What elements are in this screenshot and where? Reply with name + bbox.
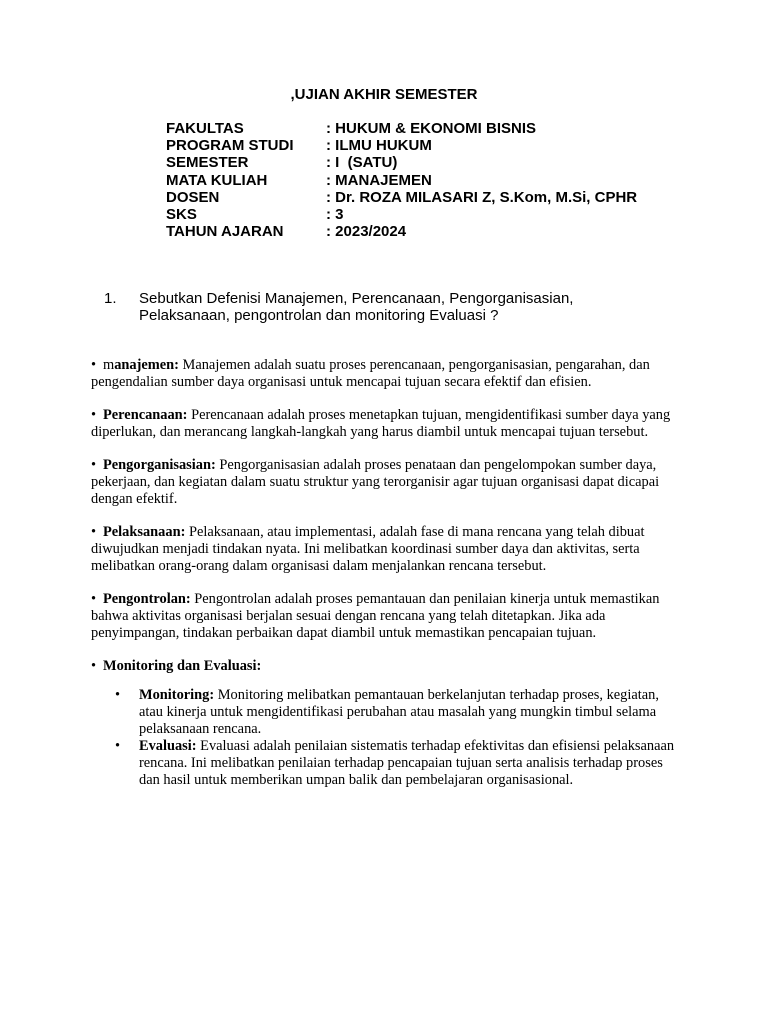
- sub-item-term: Evaluasi:: [139, 738, 197, 754]
- info-value: : 3: [326, 205, 344, 223]
- sub-item-content: [139, 738, 675, 789]
- info-row-mata-kuliah: [166, 172, 637, 189]
- answer-text: Pengorganisasian adalah proses penataan dan pengelompokan sumber daya, pekerjaan, dan kegiatan dalam suatu struktur yang terorganisir agar tujuan organisasi dapat dicapai dengan efektif.: [91, 457, 660, 507]
- info-row-semester: [166, 154, 637, 171]
- info-value: : MANAJEMEN: [326, 171, 432, 189]
- answer-monitoring-evaluasi: [91, 658, 681, 789]
- info-row-dosen: [166, 189, 637, 206]
- bullet-icon: •: [91, 524, 97, 540]
- answer-term-prefix: m: [103, 357, 115, 373]
- answer-perencanaan: [91, 407, 681, 441]
- bullet-icon: •: [91, 658, 97, 674]
- sub-item-evaluasi: [115, 738, 681, 789]
- info-label: FAKULTAS: [166, 120, 244, 137]
- info-row-fakultas: [166, 120, 637, 137]
- info-value: : 2023/2024: [326, 223, 407, 241]
- exam-title: ,UJIAN AKHIR SEMESTER: [290, 86, 478, 103]
- answer-manajemen: [91, 357, 681, 391]
- answer-pengorganisasian: [91, 457, 681, 508]
- info-value: : HUKUM & EKONOMI BISNIS: [326, 120, 536, 137]
- question-text: Sebutkan Defenisi Manajemen, Perencanaan, Pengorganisasian, Pelaksanaan, pengontrolan dan monitoring Evaluasi ?: [139, 290, 574, 324]
- answer-pelaksanaan: [91, 524, 681, 575]
- answer-term: Pengontrolan:: [103, 591, 191, 607]
- bullet-icon: •: [91, 407, 97, 423]
- info-value: : ILMU HUKUM: [326, 137, 432, 155]
- monitoring-sub-list: [115, 687, 681, 789]
- info-label: TAHUN AJARAN: [166, 223, 284, 241]
- answer-section: [91, 357, 681, 789]
- info-value: : I (SATU): [326, 154, 398, 172]
- sub-item-monitoring: [115, 687, 681, 738]
- info-label: DOSEN: [166, 188, 220, 206]
- question-number: 1.: [104, 290, 117, 307]
- info-row-sks: [166, 206, 637, 223]
- sub-item-content: [139, 687, 675, 738]
- answer-term: Monitoring dan Evaluasi:: [103, 658, 262, 674]
- answer-term: Pengorganisasian:: [103, 457, 216, 473]
- info-row-program-studi: [166, 137, 637, 154]
- exam-info-table: [166, 120, 637, 240]
- sub-item-text: Monitoring melibatkan pemantauan berkelanjutan terhadap proses, kegiatan, atau kinerja untuk mengidentifikasi perubahan atau masalah yang mungkin timbul selama pelaksanaan rencana.: [139, 687, 659, 737]
- answer-term: anajemen:: [114, 357, 179, 373]
- bullet-icon: •: [91, 591, 97, 607]
- bullet-icon: •: [91, 457, 97, 473]
- info-label: SEMESTER: [166, 154, 249, 172]
- answer-text: Pelaksanaan, atau implementasi, adalah fase di mana rencana yang telah dibuat diwujudkan menjadi tindakan nyata. Ini melibatkan koordinasi sumber daya dan aktivitas, serta melibatkan orang-orang dalam organisasi dalam menjalankan rencana tersebut.: [91, 524, 645, 574]
- sub-item-text: Evaluasi adalah penilaian sistematis terhadap efektivitas dan efisiensi pelaksanaan rencana. Ini melibatkan penilaian terhadap pencapaian tujuan serta analisis terhadap proses dan hasil untuk memberikan umpan balik dan pembelajaran organisasional.: [139, 738, 675, 788]
- info-label: SKS: [166, 205, 197, 223]
- answer-text: Manajemen adalah suatu proses perencanaan, pengorganisasian, pengarahan, dan pengendalian sumber daya organisasi untuk mencapai tujuan secara efektif dan efisien.: [91, 357, 650, 390]
- answer-text: Pengontrolan adalah proses pemantauan dan penilaian kinerja untuk memastikan bahwa aktivitas organisasi berjalan sesuai dengan rencana yang telah ditetapkan. Jika ada penyimpangan, tindakan perbaikan dapat diambil untuk memastikan pencapaian tujuan.: [91, 591, 660, 641]
- question-1: [104, 290, 609, 324]
- info-label: PROGRAM STUDI: [166, 137, 294, 155]
- info-value: : Dr. ROZA MILASARI Z, S.Kom, M.Si, CPHR: [326, 188, 638, 206]
- info-label: MATA KULIAH: [166, 171, 268, 189]
- info-row-tahun-ajaran: [166, 223, 637, 240]
- bullet-icon: •: [115, 687, 121, 703]
- bullet-icon: •: [115, 738, 121, 754]
- answer-pengontrolan: [91, 591, 681, 642]
- answer-text: Perencanaan adalah proses menetapkan tujuan, mengidentifikasi sumber daya yang diperlukan, dan merancang langkah-langkah yang harus diambil untuk mencapai tujuan tersebut.: [91, 407, 671, 440]
- answer-term: Perencanaan:: [103, 407, 188, 423]
- sub-item-term: Monitoring:: [139, 687, 215, 703]
- bullet-icon: •: [91, 357, 97, 373]
- answer-term: Pelaksanaan:: [103, 524, 186, 540]
